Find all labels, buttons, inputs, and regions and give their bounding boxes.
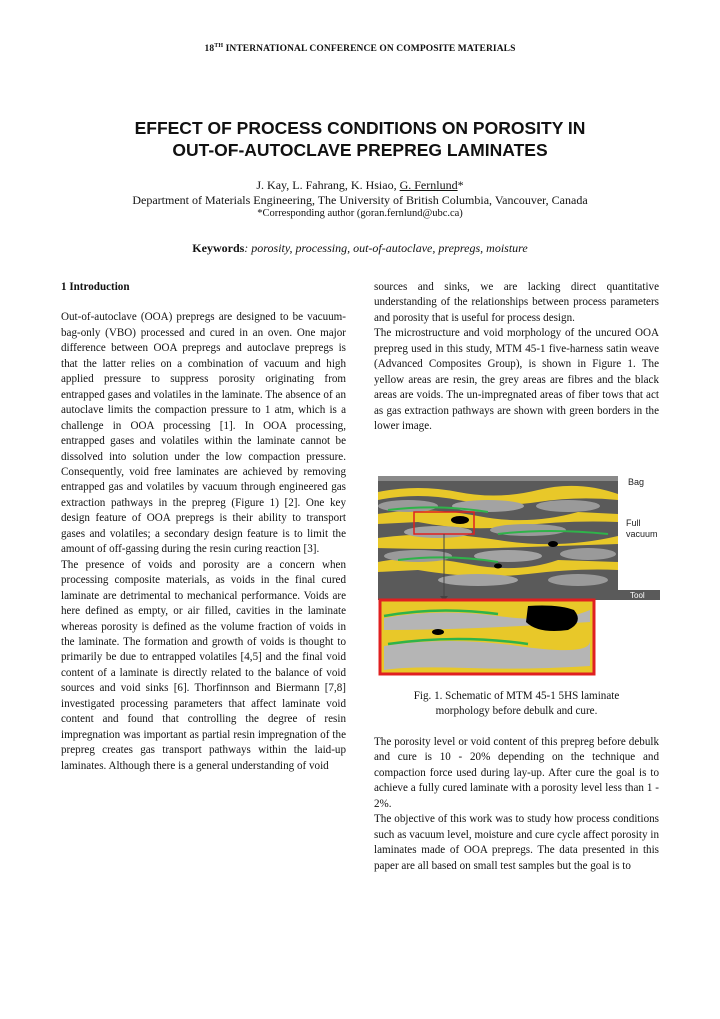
corresponding-author-name: G. Fernlund <box>399 178 458 192</box>
left-column <box>61 280 346 774</box>
figure-caption: Fig. 1. Schematic of MTM 45-1 5HS laminate morphology before debulk and cure. <box>413 690 620 718</box>
author-list: J. Kay, L. Fahrang, K. Hsiao, G. Fernlund* <box>256 178 464 192</box>
corresponding-author-note: *Corresponding author (goran.fernlund@ubc.ca) <box>257 208 463 219</box>
right-column-bottom <box>374 735 659 874</box>
title-line-1: EFFECT OF PROCESS CONDITIONS ON POROSITY IN <box>134 118 586 138</box>
keywords <box>0 241 720 256</box>
section-heading: 1 Introduction <box>61 281 130 293</box>
keywords-text: : porosity, processing, out-of-autoclave, prepregs, moisture <box>244 241 528 255</box>
intro-paragraph-1: Out-of-autoclave (OOA) prepregs are designed to be vacuum-bag-only (VBO) processed and cured in an oven. One major difference between OOA prepregs and autoclave prepregs is that the latter relies on a combination of vacuum and high applied pressure to suppress porosity originating from entrapped gases and volatiles in the laminate. The absence of an autoclave limits the compaction pressure to 1 atm, which is a challenge in OOA processing [1]. In OOA processing, entrapped gases and volatiles within the laminate cannot be dissolved into solution under the low compaction pressure. Consequently, void free laminates are achieved by removing entrapped gas and volatiles by vacuum through engineered gas extraction pathways in the prepreg (Figure 1) [2]. One key design feature of OOA prepregs is their ability to transport gases and volatiles; a secondary design feature is to limit the amount of off-gassing during the resin curing reaction [3]. <box>61 311 346 556</box>
full-vacuum-label-2: vacuum <box>626 529 658 539</box>
laminate-cross-section <box>378 476 660 600</box>
right-paragraph-1: sources and sinks, we are lacking direct quantitative understanding of the relationships between process parameters and porosity that is useful for process design. <box>374 281 659 324</box>
paper-title <box>0 117 720 161</box>
bag-label: Bag <box>628 477 645 487</box>
magnified-detail <box>380 600 594 674</box>
right-paragraph-2: The microstructure and void morphology of the uncured OOA prepreg used in this study, MTM 45-1 five-harness satin weave (Advanced Composites Group), is shown in Figure 1. The yellow areas are resin, the grey areas are fibres and the black areas are voids. The un-impregnated areas of fiber tows that act as gas extraction pathways are shown with green borders in the lower image. <box>374 327 659 433</box>
title-line-2: OUT-OF-AUTOCLAVE PREPREG LAMINATES <box>172 140 548 160</box>
right-paragraph-3: The porosity level or void content of this prepreg before debulk and cure is 10 - 20% depending on the technique and compaction force used during lay-up. After cure the goal is to achieve a fully cured laminate with a porosity level less than 1 - 2%. <box>374 736 659 810</box>
figure-1-schematic <box>378 470 660 676</box>
intro-paragraph-2: The presence of voids and porosity are a concern when processing composite materials, as voids in the final cured laminate are detrimental to mechanical performance. Voids are here defined as empty, or air filled, cavities in the laminate whereas porosity is defined as the volume fraction of voids in the laminate. The formation and growth of voids is thought to primarily be due to entrapped volatiles [4,5] and the final void content of a laminate is directly related to the balance of void sources and void sinks [6]. Thorfinnson and Biermann [7,8] investigated processing parameters that affect laminate void content and found that controlling the degree of resin impregnation was important as partial resin impregnation of the prepreg creates gas transport pathways within the laid-up laminates. Although there is a general understanding of void <box>61 558 346 772</box>
full-vacuum-label-1: Full <box>626 518 641 528</box>
keywords-label: Keywords <box>192 241 245 255</box>
tool-label: Tool <box>630 591 645 600</box>
right-paragraph-4: The objective of this work was to study how process conditions such as vacuum level, moisture and cure cycle affect porosity in laminates made of OOA prepregs. The data presented in this paper are all based on small test samples but the goal is to <box>374 813 659 872</box>
conference-header: 18TH INTERNATIONAL CONFERENCE ON COMPOSITE MATERIALS <box>204 43 516 55</box>
affiliation: Department of Materials Engineering, The University of British Columbia, Vancouver, Canada <box>132 193 588 207</box>
right-column-top <box>374 280 659 435</box>
